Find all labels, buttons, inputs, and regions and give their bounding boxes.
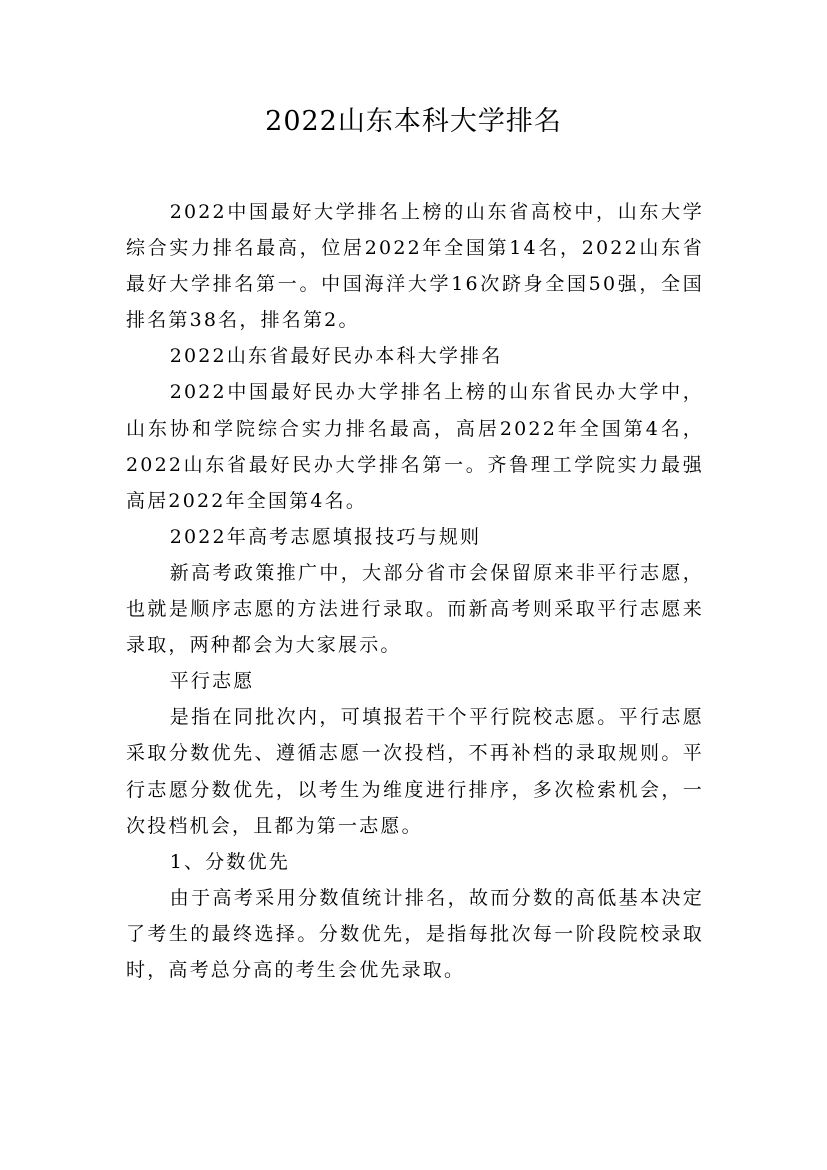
paragraph-private-university-ranking: 2022中国最好民办大学排名上榜的山东省民办大学中，山东协和学院综合实力排名最高，高居2022年全国第4名，2022山东省最好民办大学排名第一。齐鲁理工学院实力最强高居2022年全国第4名。	[126, 381, 704, 512]
paragraph-new-exam-policy: 新高考政策推广中，大部分省市会保留原来非平行志愿，也就是顺序志愿的方法进行录取。而新高考则采取平行志愿来录取，两种都会为大家展示。	[126, 561, 704, 657]
heading-parallel-volunteer: 平行志愿	[169, 670, 255, 693]
heading-score-priority: 1、分数优先	[169, 850, 290, 873]
document-title: 2022山东本科大学排名	[265, 106, 562, 137]
heading-application-tips: 2022年高考志愿填报技巧与规则	[169, 525, 482, 548]
paragraph-parallel-volunteer-definition: 是指在同批次内，可填报若干个平行院校志愿。平行志愿采取分数优先、遵循志愿一次投档，不再补档的录取规则。平行志愿分数优先，以考生为维度进行排序，多次检索机会，一次投档机会，且都为第一志愿。	[126, 706, 704, 837]
paragraph-shandong-university-ranking: 2022中国最好大学排名上榜的山东省高校中，山东大学综合实力排名最高，位居2022年全国第14名，2022山东省最好大学排名第一。中国海洋大学16次跻身全国50强，全国排名第38名，排名第2。	[126, 201, 704, 332]
paragraph-score-priority: 由于高考采用分数值统计排名，故而分数的高低基本决定了考生的最终选择。分数优先，是指每批次每一阶段院校录取时，高考总分高的考生会优先录取。	[126, 886, 704, 981]
heading-private-university-ranking: 2022山东省最好民办本科大学排名	[169, 345, 503, 368]
document-body	[126, 194, 704, 988]
